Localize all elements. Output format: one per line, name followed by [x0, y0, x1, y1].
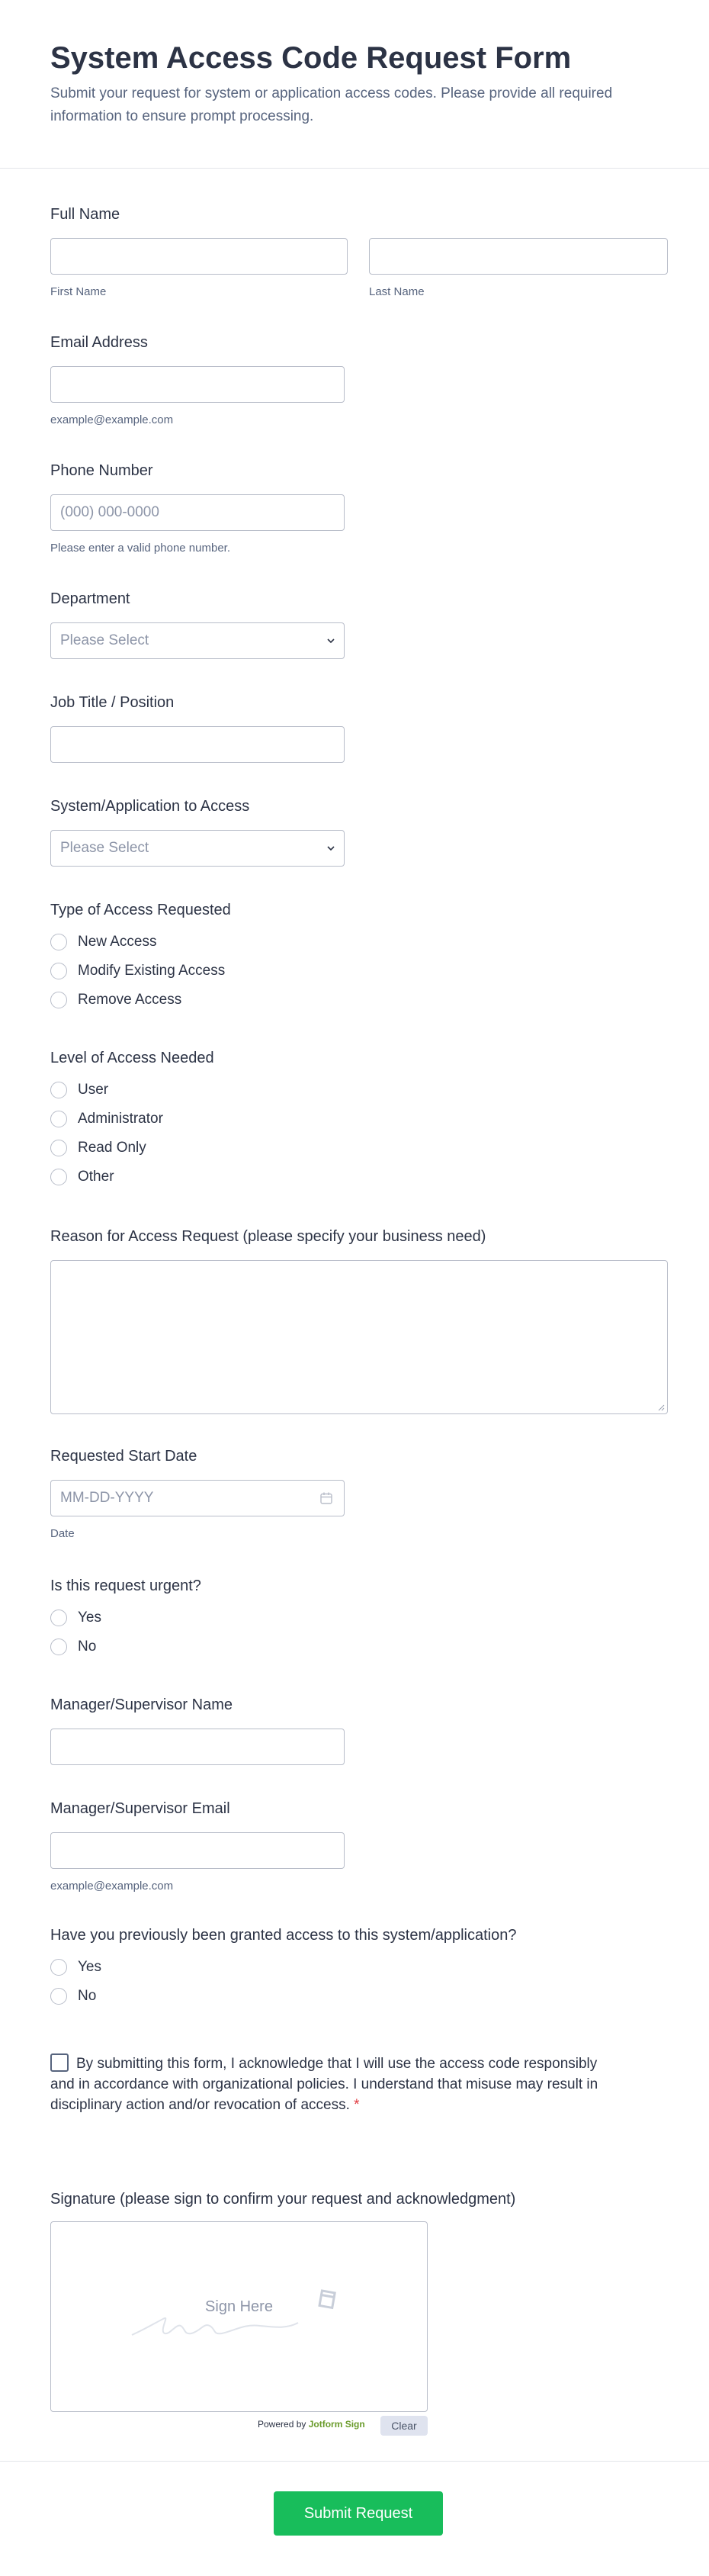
phone-field: [50, 461, 355, 555]
acknowledgment-text: By submitting this form, I acknowledge that I will use the access code responsibly and in accordance with organizational policies. I understand that misuse may result in disciplinary action and/or revocation of access.: [50, 2056, 598, 2113]
radio-button[interactable]: [50, 1169, 67, 1185]
powered-by: Powered by Jotform Sign: [258, 2419, 365, 2430]
calendar-icon[interactable]: [319, 1491, 333, 1505]
previous-access-option[interactable]: No: [50, 1988, 96, 2005]
full-name-field: [50, 204, 660, 298]
first-name-input[interactable]: [50, 238, 348, 275]
radio-button[interactable]: [50, 934, 67, 950]
department-label: Department: [50, 590, 130, 607]
radio-button[interactable]: [50, 992, 67, 1008]
department-field: [50, 589, 355, 648]
department-select[interactable]: [50, 622, 345, 659]
signature-placeholder: Sign Here: [205, 2298, 273, 2315]
radio-button[interactable]: [50, 1111, 67, 1127]
signature-placeholder-scribble-icon: [130, 2289, 351, 2343]
access-level-option[interactable]: Administrator: [50, 1111, 163, 1127]
last-name-input[interactable]: [369, 238, 668, 275]
previous-access-label: Have you previously been granted access to this system/application?: [50, 1927, 517, 1944]
manager-name-label: Manager/Supervisor Name: [50, 1696, 233, 1713]
access-level-field: [50, 1048, 508, 1201]
signature-clear-button[interactable]: Clear: [380, 2416, 428, 2436]
last-name-sublabel: Last Name: [369, 285, 425, 298]
urgent-option[interactable]: No: [50, 1639, 96, 1655]
first-name-sublabel: First Name: [50, 285, 107, 298]
reason-field: [50, 1227, 675, 1417]
radio-button[interactable]: [50, 1959, 67, 1976]
phone-hint: Please enter a valid phone number.: [50, 542, 230, 555]
reason-textarea[interactable]: [50, 1260, 668, 1414]
system-field: [50, 796, 355, 856]
full-name-label: Full Name: [50, 206, 120, 223]
start-date-input[interactable]: [50, 1480, 345, 1516]
radio-button[interactable]: [50, 1140, 67, 1156]
access-type-option[interactable]: Remove Access: [50, 992, 181, 1008]
previous-access-field: [50, 1925, 660, 2017]
resize-handle-icon[interactable]: [657, 1404, 665, 1411]
system-placeholder: Please Select: [60, 840, 149, 856]
job-title-input[interactable]: [50, 726, 345, 763]
form-subtitle: Submit your request for system or application access codes. Please provide all required information to ensure prompt processing.: [50, 85, 613, 124]
chevron-down-icon: [327, 637, 335, 645]
phone-placeholder: (000) 000-0000: [60, 504, 159, 520]
acknowledgment-checkbox[interactable]: [50, 2053, 69, 2072]
acknowledgment-field: [50, 2053, 607, 2115]
urgent-field: [50, 1576, 355, 1667]
access-level-label: Level of Access Needed: [50, 1050, 214, 1066]
radio-button[interactable]: [50, 1639, 67, 1655]
phone-label: Phone Number: [50, 462, 153, 479]
radio-button[interactable]: [50, 1988, 67, 2005]
access-type-option[interactable]: New Access: [50, 934, 156, 950]
access-type-label: Type of Access Requested: [50, 902, 231, 918]
start-date-label: Requested Start Date: [50, 1448, 197, 1465]
system-label: System/Application to Access: [50, 798, 250, 815]
start-date-placeholder: MM-DD-YYYY: [60, 1490, 154, 1506]
manager-email-hint: example@example.com: [50, 1880, 174, 1893]
email-field: [50, 333, 355, 426]
urgent-option[interactable]: Yes: [50, 1610, 101, 1626]
manager-email-label: Manager/Supervisor Email: [50, 1800, 230, 1817]
radio-button[interactable]: [50, 1610, 67, 1626]
manager-name-input[interactable]: [50, 1729, 345, 1765]
email-input[interactable]: [50, 366, 345, 403]
submit-button[interactable]: Submit Request: [274, 2491, 443, 2536]
manager-email-input[interactable]: [50, 1832, 345, 1869]
system-select[interactable]: [50, 830, 345, 867]
start-date-hint: Date: [50, 1527, 75, 1540]
access-level-option[interactable]: Other: [50, 1169, 114, 1185]
required-mark: *: [354, 2097, 360, 2113]
email-label: Email Address: [50, 334, 148, 351]
previous-access-option[interactable]: Yes: [50, 1959, 101, 1976]
department-placeholder: Please Select: [60, 632, 149, 648]
form-header: [0, 0, 709, 169]
jotform-sign-brand: Jotform Sign: [308, 2419, 365, 2430]
urgent-label: Is this request urgent?: [50, 1577, 201, 1594]
radio-button[interactable]: [50, 1082, 67, 1098]
reason-label: Reason for Access Request (please specify your business need): [50, 1228, 486, 1245]
phone-input[interactable]: [50, 494, 345, 531]
job-title-field: [50, 693, 355, 712]
start-date-field: [50, 1446, 355, 1540]
signature-label-wrap: [50, 2189, 660, 2209]
manager-name-field: [50, 1695, 355, 1715]
signature-label: Signature (please sign to confirm your request and acknowledgment): [50, 2191, 516, 2208]
access-type-field: [50, 900, 508, 1022]
radio-button[interactable]: [50, 963, 67, 979]
job-title-label: Job Title / Position: [50, 694, 175, 711]
access-type-option[interactable]: Modify Existing Access: [50, 963, 225, 979]
footer-divider: [0, 2461, 709, 2462]
access-level-option[interactable]: Read Only: [50, 1140, 146, 1156]
access-level-option[interactable]: User: [50, 1082, 108, 1098]
chevron-down-icon: [327, 844, 335, 852]
form-title: System Access Code Request Form: [50, 41, 572, 75]
manager-email-field: [50, 1799, 355, 1893]
signature-pad[interactable]: [50, 2221, 428, 2412]
email-hint: example@example.com: [50, 413, 174, 426]
